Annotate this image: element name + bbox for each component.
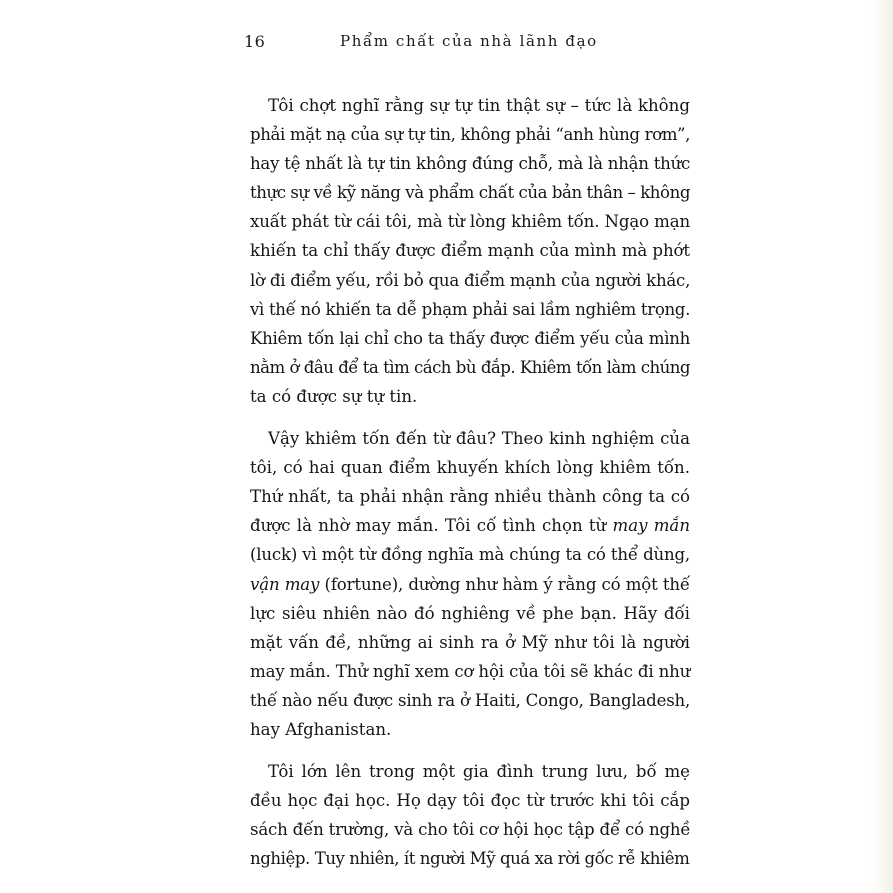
text-line: xuất phát từ cái tôi, mà từ lòng khiêm tốn. Ngạo mạn — [250, 212, 690, 232]
text-line: Thứ nhất, ta phải nhận rằng nhiều thành công ta có — [250, 487, 690, 507]
text-run: được là nhờ may mắn. Tôi cố tình chọn từ — [250, 516, 613, 536]
text-line: nằm ở đâu để ta tìm cách bù đắp. Khiêm tốn làm chúng — [250, 357, 690, 377]
running-title: Phẩm chất của nhà lãnh đạo — [340, 32, 598, 50]
text-line: (luck) vì một từ đồng nghĩa mà chúng ta có thể dùng, — [250, 545, 690, 565]
text-line: sách đến trường, và cho tôi cơ hội học tập để có nghề — [250, 820, 691, 840]
text-line: vì thế nó khiến ta dễ phạm phải sai lầm nghiêm trọng. — [250, 299, 690, 319]
text-line: mặt vấn đề, những ai sinh ra ở Mỹ như tôi là người — [250, 632, 690, 652]
text-line: lờ đi điểm yếu, rồi bỏ qua điểm mạnh của người khác, — [250, 270, 691, 290]
page-header — [0, 30, 893, 58]
text-line: hay tệ nhất là tự tin không đúng chỗ, mà là nhận thức — [250, 154, 691, 174]
italic-term: vận may — [250, 574, 320, 594]
text-line: tôi, có hai quan điểm khuyến khích lòng khiêm tốn. — [250, 458, 690, 478]
text-line: khiến ta chỉ thấy được điểm mạnh của mình mà phớt — [250, 241, 690, 261]
text-line: may mắn. Thử nghĩ xem cơ hội của tôi sẽ khác đi như — [250, 661, 691, 681]
text-line: thực sự về kỹ năng và phẩm chất của bản thân – không — [250, 183, 690, 203]
page-number: 16 — [244, 32, 266, 51]
text-line: hay Afghanistan. — [250, 719, 392, 739]
text-line — [250, 511, 690, 540]
text-line — [250, 570, 690, 599]
text-line: thế nào nếu được sinh ra ở Haiti, Congo, Bangladesh, — [250, 690, 691, 710]
text-line: Tôi chợt nghĩ rằng sự tự tin thật sự – tức là không — [268, 96, 690, 115]
italic-term: may mắn — [612, 516, 691, 536]
text-line: lực siêu nhiên nào đó nghiêng về phe bạn. Hãy đối — [250, 603, 690, 623]
text-run: (fortune), dường như hàm ý rằng có một thế — [319, 574, 690, 594]
paragraph — [250, 757, 690, 873]
text-line: ta có được sự tự tin. — [250, 386, 418, 406]
text-line: phải mặt nạ của sự tự tin, không phải “anh hùng rơm”, — [250, 125, 690, 145]
text-line: Vậy khiêm tốn đến từ đâu? Theo kinh nghiệm của — [268, 429, 690, 449]
page-gutter-shadow — [867, 0, 893, 893]
text-line: nghiệp. Tuy nhiên, ít người Mỹ quá xa rời gốc rễ khiêm — [250, 849, 690, 869]
paragraph — [250, 424, 690, 744]
text-line: Tôi lớn lên trong một gia đình trung lưu, bố mẹ — [268, 762, 690, 782]
text-line: đều học đại học. Họ dạy tôi đọc từ trước khi tôi cắp — [250, 791, 690, 811]
body-text — [250, 91, 690, 886]
paragraph — [250, 91, 690, 411]
text-line: Khiêm tốn lại chỉ cho ta thấy được điểm yếu của mình — [250, 328, 690, 348]
